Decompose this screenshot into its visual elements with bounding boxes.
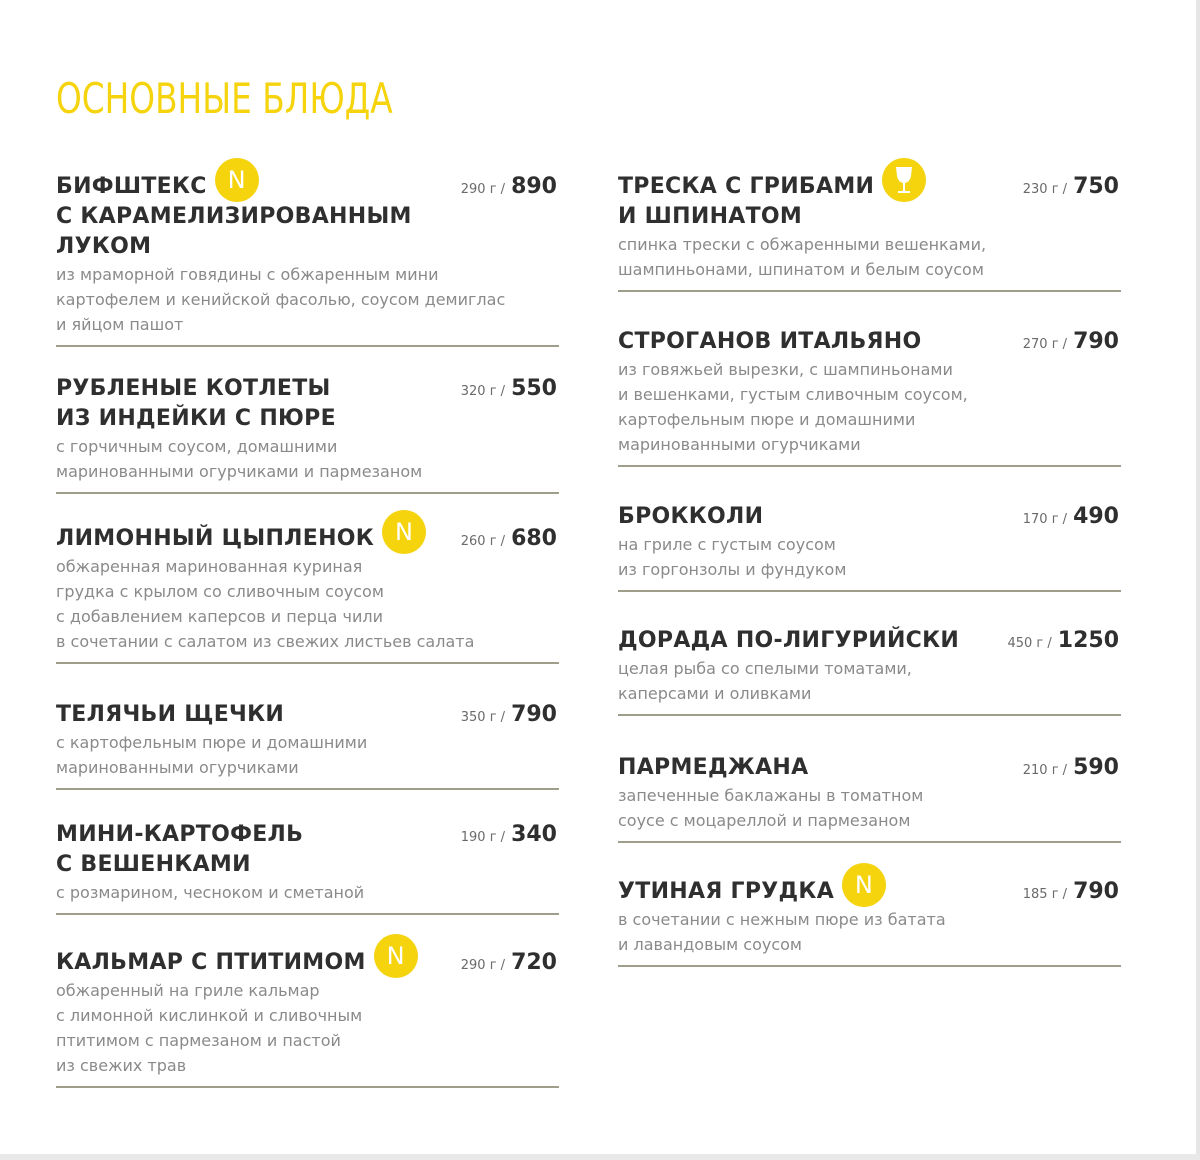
- dish-name-text: МИНИ-КАРТОФЕЛЬ: [56, 822, 304, 847]
- dish-name-text: ДОРАДА ПО-ЛИГУРИЙСКИ: [618, 628, 960, 653]
- dish-description-line: спинка трески с обжаренными вешенками,: [618, 235, 987, 254]
- dish-description: [56, 978, 559, 1086]
- dish-price: [1023, 327, 1119, 360]
- n-badge-icon: N: [215, 158, 259, 202]
- dish-price: [461, 948, 557, 981]
- n-badge-icon: N: [374, 934, 418, 978]
- dish-description-line: обжаренный на гриле кальмар: [56, 981, 320, 1000]
- dish-name-text: ТЕЛЯЧЬИ ЩЕЧКИ: [56, 702, 285, 727]
- dish-description: [618, 232, 1121, 290]
- dish-description: [56, 730, 559, 788]
- dish-name-line: [618, 172, 998, 202]
- dish-price: [461, 524, 557, 557]
- dish-name-text: СТРОГАНОВ ИТАЛЬЯНО: [618, 329, 922, 354]
- dish-description-line: и вешенками, густым сливочным соусом,: [618, 385, 968, 404]
- dish-description-line: целая рыба со спелыми томатами,: [618, 659, 912, 678]
- dish-name-line: [56, 374, 436, 404]
- menu-item: [618, 626, 1121, 716]
- dish-description: [618, 357, 1121, 465]
- dish-weight: 290 г /: [460, 958, 506, 973]
- dish-name-text: С КАРАМЕЛИЗИРОВАННЫМ: [56, 204, 412, 229]
- dish-weight: 170 г /: [1022, 512, 1068, 527]
- wine-pairing-badge-icon: [882, 158, 926, 202]
- dish-description-line: шампиньонами, шпинатом и белым соусом: [618, 260, 984, 279]
- dish-name-line: [56, 942, 436, 978]
- dish-name-line: [618, 753, 998, 783]
- dish-name-text: РУБЛЕНЫЕ КОТЛЕТЫ: [56, 376, 331, 401]
- dish-description: [56, 554, 559, 662]
- dish-weight: 350 г /: [460, 710, 506, 725]
- dish-cost: 550: [511, 376, 557, 401]
- dish-name-text: ИЗ ИНДЕЙКИ С ПЮРЕ: [56, 406, 336, 431]
- dish-name-line: [56, 850, 436, 880]
- dish-cost: 790: [511, 702, 557, 727]
- dish-name-line: [618, 502, 998, 532]
- dish-name-line: [618, 626, 998, 656]
- dish-description-line: каперсами и оливками: [618, 684, 812, 703]
- dish-name-line: [618, 327, 998, 357]
- dish-name-line: [56, 518, 436, 554]
- dish-price: [461, 374, 557, 407]
- dish-weight: 190 г /: [460, 830, 506, 845]
- dish-price: [1023, 877, 1119, 910]
- dish-name-text: ПАРМЕДЖАНА: [618, 755, 809, 780]
- dish-name: [618, 327, 998, 357]
- dish-description-line: запеченные баклажаны в томатном: [618, 786, 924, 805]
- dish-description-line: и яйцом пашот: [56, 315, 184, 334]
- dish-name-text: ЛИМОННЫЙ ЦЫПЛЕНОК: [56, 526, 375, 551]
- dish-weight: 260 г /: [460, 534, 506, 549]
- dish-name-line: [56, 166, 436, 202]
- dish-price: [1023, 502, 1119, 535]
- dish-cost: 790: [1073, 879, 1119, 904]
- dish-name: [56, 374, 436, 434]
- dish-name-line: [56, 820, 436, 850]
- menu-item: [56, 374, 559, 494]
- dish-description-line: с розмарином, чесноком и сметаной: [56, 883, 365, 902]
- dish-name: [618, 626, 998, 656]
- dish-description-line: картофельным пюре и домашними: [618, 410, 916, 429]
- dish-cost: 490: [1073, 504, 1119, 529]
- menu-item: [618, 753, 1121, 843]
- dish-name-line: [56, 202, 436, 232]
- page-edge-right: [1196, 0, 1200, 1160]
- dish-name: [56, 166, 436, 262]
- dish-name: [56, 518, 436, 554]
- dish-weight: 270 г /: [1022, 337, 1068, 352]
- dish-cost: 340: [511, 822, 557, 847]
- dish-description: [618, 907, 1121, 965]
- dish-description-line: из свежих трав: [56, 1056, 187, 1075]
- wine-glass-icon: [893, 165, 915, 195]
- dish-name: [618, 172, 998, 232]
- dish-price: [1007, 626, 1119, 659]
- dish-weight: 210 г /: [1022, 763, 1068, 778]
- dish-name-line: [618, 202, 998, 232]
- menu-item: [618, 871, 1121, 967]
- dish-description-line: из говяжьей вырезки, с шампиньонами: [618, 360, 953, 379]
- dish-description-line: в сочетании с салатом из свежих листьев салата: [56, 632, 475, 651]
- n-badge-icon: N: [842, 863, 886, 907]
- dish-description: [618, 656, 1121, 714]
- menu-item: [56, 820, 559, 915]
- dish-name-line: [618, 871, 998, 907]
- dish-description: [56, 434, 559, 492]
- dish-cost: 1250: [1057, 628, 1119, 653]
- dish-cost: 790: [1073, 329, 1119, 354]
- dish-description-line: грудка с крылом со сливочным соусом: [56, 582, 384, 601]
- dish-cost: 590: [1073, 755, 1119, 780]
- dish-description: [618, 783, 1121, 841]
- dish-cost: 750: [1073, 174, 1119, 199]
- dish-weight: 230 г /: [1022, 182, 1068, 197]
- dish-name: [56, 700, 436, 730]
- menu-item: [618, 172, 1121, 292]
- dish-name-text: И ШПИНАТОМ: [618, 204, 803, 229]
- dish-price: [461, 700, 557, 733]
- dish-price: [461, 820, 557, 853]
- menu-item: [56, 518, 559, 664]
- dish-name-line: [56, 232, 436, 262]
- dish-price: [1023, 172, 1119, 205]
- dish-name: [618, 502, 998, 532]
- dish-cost: 680: [511, 526, 557, 551]
- dish-name-text: КАЛЬМАР С ПТИТИМОМ: [56, 950, 366, 975]
- menu-item: [618, 502, 1121, 592]
- dish-description-line: маринованными огурчиками и пармезаном: [56, 462, 423, 481]
- dish-name: [618, 871, 998, 907]
- dish-description-line: картофелем и кенийской фасолью, соусом демиглас: [56, 290, 506, 309]
- page-title: ОСНОВНЫЕ БЛЮДА: [56, 74, 393, 123]
- dish-name: [618, 753, 998, 783]
- dish-description-line: на гриле с густым соусом: [618, 535, 836, 554]
- dish-cost: 890: [511, 174, 557, 199]
- dish-weight: 185 г /: [1022, 887, 1068, 902]
- dish-description-line: и лавандовым соусом: [618, 935, 802, 954]
- dish-name-text: ЛУКОМ: [56, 234, 152, 259]
- dish-description-line: с добавлением каперсов и перца чили: [56, 607, 383, 626]
- dish-description-line: с лимонной кислинкой и сливочным: [56, 1006, 363, 1025]
- menu-item: [56, 942, 559, 1088]
- dish-weight: 450 г /: [1007, 636, 1052, 651]
- dish-description: [56, 880, 559, 913]
- dish-cost: 720: [511, 950, 557, 975]
- menu-item: [618, 327, 1121, 467]
- dish-description-line: из мраморной говядины с обжаренным мини: [56, 265, 439, 284]
- dish-name-text: БРОККОЛИ: [618, 504, 764, 529]
- dish-description-line: с горчичным соусом, домашними: [56, 437, 338, 456]
- dish-description-line: маринованными огурчиками: [618, 435, 861, 454]
- dish-description-line: в сочетании с нежным пюре из батата: [618, 910, 946, 929]
- menu-item: [56, 700, 559, 790]
- menu-item: [56, 166, 559, 347]
- dish-description-line: соусе с моцареллой и пармезаном: [618, 811, 911, 830]
- dish-name: [56, 942, 436, 978]
- dish-description-line: из горгонзолы и фундуком: [618, 560, 847, 579]
- dish-name-text: ТРЕСКА С ГРИБАМИ: [618, 174, 875, 199]
- dish-description-line: с картофельным пюре и домашними: [56, 733, 368, 752]
- page-edge-bottom: [0, 1154, 1200, 1160]
- dish-description-line: маринованными огурчиками: [56, 758, 299, 777]
- dish-weight: 320 г /: [460, 384, 506, 399]
- dish-description: [618, 532, 1121, 590]
- dish-description-line: обжаренная маринованная куриная: [56, 557, 363, 576]
- dish-description-line: птитимом с пармезаном и пастой: [56, 1031, 341, 1050]
- dish-name-text: С ВЕШЕНКАМИ: [56, 852, 251, 877]
- dish-price: [461, 172, 557, 205]
- n-badge-icon: N: [382, 510, 426, 554]
- dish-price: [1023, 753, 1119, 786]
- dish-description: [56, 262, 559, 345]
- dish-weight: 290 г /: [460, 182, 506, 197]
- dish-name-line: [56, 404, 436, 434]
- dish-name-text: УТИНАЯ ГРУДКА: [618, 879, 835, 904]
- dish-name-text: БИФШТЕКС: [56, 174, 207, 199]
- dish-name: [56, 820, 436, 880]
- dish-name-line: [56, 700, 436, 730]
